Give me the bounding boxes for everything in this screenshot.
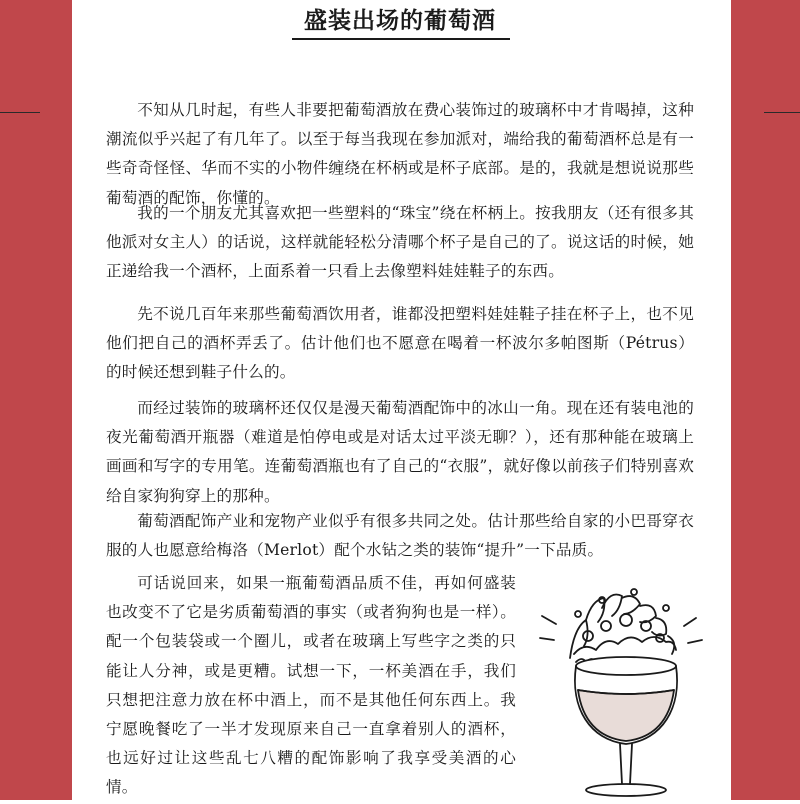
paragraph: 可话说回来，如果一瓶葡萄酒品质不佳，再如何盛装也改变不了它是劣质葡萄酒的事实（或者狗狗也是一样）。配一个包装袋或一个圈儿，或者在玻璃上写些字之类的只能让人分神，或是更糟。试想一下，一杯美酒在手，我们只想把注意力放在杯中酒上，而不是其他任何东西上。我宁愿晚餐吃了一半才发现原来自己一直拿着别人的酒杯，也远好过让这些乱七八糟的配饰影响了我享受美酒的心情。 (106, 574, 516, 797)
paragraph: 葡萄酒配饰产业和宠物产业似乎有很多共同之处。估计那些给自家的小巴哥穿衣服的人也愿意给梅洛（Merlot）配个水钻之类的装饰“提升”一下品质。 (106, 512, 694, 560)
paragraph: 不知从几时起，有些人非要把葡萄酒放在费心装饰过的玻璃杯中才肯喝掉，这种潮流似乎兴起了有几年了。以至于每当我现在参加派对，端给我的葡萄酒杯总是有一些奇奇怪怪、华而不实的小物件缠绕在杯柄或是杯子底部。是的，我就是想说说那些葡萄酒的配饰，你懂的。 (106, 101, 694, 207)
right-crop-mark (764, 112, 800, 113)
decorated-wine-glass-icon (530, 578, 720, 800)
left-red-border (0, 0, 72, 800)
left-crop-mark (0, 112, 40, 113)
title-underline (292, 38, 510, 40)
paragraph: 而经过装饰的玻璃杯还仅仅是漫天葡萄酒配饰中的冰山一角。现在还有装电池的夜光葡萄酒开瓶器（难道是怕停电或是对话太过平淡无聊？），还有那种能在玻璃上画画和写字的专用笔。连葡萄酒瓶也有了自己的“衣服”，就好像以前孩子们特别喜欢给自家狗狗穿上的那种。 (106, 399, 694, 505)
page-title: 盛装出场的葡萄酒 (304, 8, 496, 34)
paragraph: 我的一个朋友尤其喜欢把一些塑料的“珠宝”绕在杯柄上。按我朋友（还有很多其他派对女主人）的话说，这样就能轻松分清哪个杯子是自己的了。说这话的时候，她正递给我一个酒杯，上面系着一只看上去像塑料娃娃鞋子的东西。 (106, 204, 694, 281)
paragraph: 先不说几百年来那些葡萄酒饮用者，谁都没把塑料娃娃鞋子挂在杯子上，也不见他们把自己的酒杯弄丢了。估计他们也不愿意在喝着一杯波尔多帕图斯（Pétrus）的时候还想到鞋子什么的。 (106, 305, 694, 382)
right-red-border (731, 0, 800, 800)
